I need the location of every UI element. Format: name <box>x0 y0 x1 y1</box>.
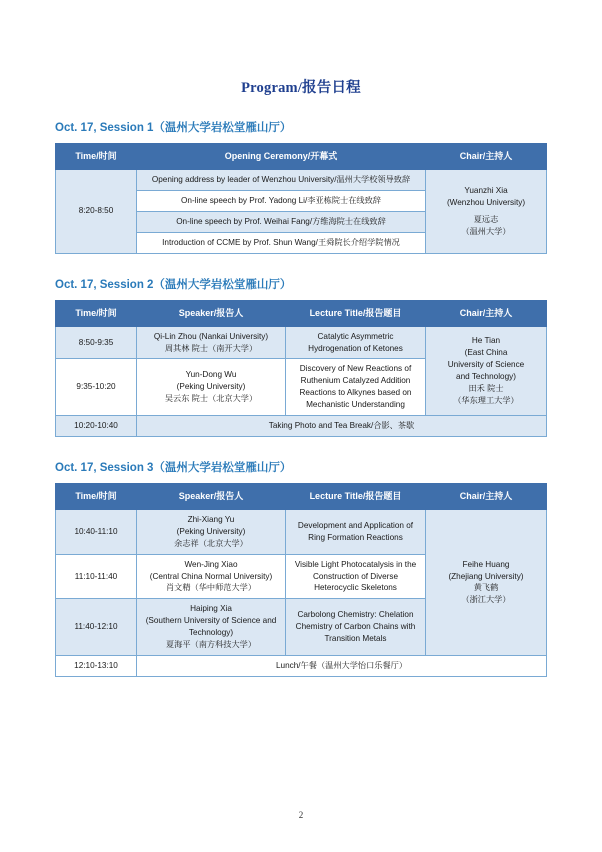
chair-affil-cn: （温州大学） <box>461 226 511 236</box>
speaker-line: 夏海平（南方科技大学） <box>165 639 257 649</box>
table-row <box>56 416 547 437</box>
table-row <box>56 655 547 676</box>
session-3-row-2-lecture: Visible Light Photocatalysis in the Construction of Diverse Heterocyclic Skeletons <box>286 554 426 599</box>
chair-name-cn: 夏远志 <box>473 214 499 224</box>
session-2-row-2-time: 9:35-10:20 <box>56 359 137 416</box>
column-header-time: Time/时间 <box>56 300 137 326</box>
table-header-row <box>56 483 547 509</box>
column-header-lecture: Lecture Title/报告题目 <box>286 483 426 509</box>
column-header-ceremony: Opening Ceremony/开幕式 <box>137 144 426 170</box>
session-2-row-2-lecture: Discovery of New Reactions of Ruthenium Catalyzed Addition Reactions to Alkynes based on Mechanistic Understanding <box>286 359 426 416</box>
session-2-row-1-time: 8:50-9:35 <box>56 326 137 359</box>
session-1-table <box>55 143 547 254</box>
chair-affil-en: (Wenzhou University) <box>446 197 526 207</box>
column-header-speaker: Speaker/报告人 <box>137 300 286 326</box>
table-row <box>56 326 547 359</box>
session-2-row-1-lecture: Catalytic Asymmetric Hydrogenation of Ketones <box>286 326 426 359</box>
speaker-line: Qi-Lin Zhou (Nankai University) <box>153 331 269 341</box>
speaker-line: (Peking University) <box>176 382 246 392</box>
chair-line: He Tian <box>471 336 501 346</box>
session-2-row-1-speaker <box>137 326 286 359</box>
table-row <box>56 509 547 554</box>
speaker-line: 周其林 院士（南开大学） <box>164 343 258 353</box>
speaker-line: (Central China Normal University) <box>149 571 273 581</box>
session-3-row-2-speaker <box>137 554 286 599</box>
table-header-row <box>56 144 547 170</box>
chair-line: (East China <box>464 348 508 358</box>
session-2-break-label: Taking Photo and Tea Break/合影、茶歇 <box>137 416 547 437</box>
session-3-row-3-time: 11:40-12:10 <box>56 599 137 656</box>
table-header-row <box>56 300 547 326</box>
session-2-table <box>55 300 547 437</box>
column-header-lecture: Lecture Title/报告题目 <box>286 300 426 326</box>
speaker-line: 肖文精（华中师范大学） <box>165 583 257 593</box>
session-3-row-1-lecture: Development and Application of Ring Formation Reactions <box>286 509 426 554</box>
session-3-table <box>55 483 547 677</box>
session-3-heading: Oct. 17, Session 3（温州大学岩松堂雁山厅） <box>55 461 292 474</box>
session-3-row-2-time: 11:10-11:40 <box>56 554 137 599</box>
session-2-chair <box>426 326 547 415</box>
table-row <box>56 170 547 191</box>
speaker-line: Haiping Xia <box>190 604 232 614</box>
speaker-line: 余志祥（北京大学） <box>174 538 248 548</box>
chair-line: 田禾 院士 <box>468 383 504 393</box>
session-1-event-4: Introduction of CCME by Prof. Shun Wang/王舜院长介绍学院情况 <box>137 232 426 253</box>
chair-line: University of Science <box>447 359 525 369</box>
session-3-row-1-speaker <box>137 509 286 554</box>
session-2-heading: Oct. 17, Session 2（温州大学岩松堂雁山厅） <box>55 278 292 291</box>
chair-line: 黄飞鹤 <box>473 583 499 593</box>
session-3-row-3-lecture: Carbolong Chemistry: Chelation Chemistry of Carbon Chains with Transition Metals <box>286 599 426 656</box>
speaker-line: (Southern University of Science and Technology) <box>145 616 277 638</box>
chair-line: (Zhejiang University) <box>448 571 524 581</box>
session-2-break-time: 10:20-10:40 <box>56 416 137 437</box>
chair-line: Feihe Huang <box>462 559 510 569</box>
session-3-chair <box>426 509 547 655</box>
session-3-lunch-time: 12:10-13:10 <box>56 655 137 676</box>
speaker-line: Yun-Dong Wu <box>185 370 237 380</box>
session-1-time: 8:20-8:50 <box>56 170 137 254</box>
column-header-speaker: Speaker/报告人 <box>137 483 286 509</box>
column-header-chair: Chair/主持人 <box>426 483 547 509</box>
session-1-chair <box>426 170 547 254</box>
session-3-row-3-speaker <box>137 599 286 656</box>
session-1-event-1: Opening address by leader of Wenzhou University/温州大学校领导致辞 <box>137 170 426 191</box>
column-header-chair: Chair/主持人 <box>426 144 547 170</box>
speaker-line: 吴云东 院士（北京大学） <box>164 394 258 404</box>
page-number: 2 <box>298 810 304 820</box>
column-header-time: Time/时间 <box>56 144 137 170</box>
chair-name-en: Yuanzhi Xia <box>464 186 508 196</box>
column-header-time: Time/时间 <box>56 483 137 509</box>
session-1-heading: Oct. 17, Session 1（温州大学岩松堂雁山厅） <box>55 122 292 134</box>
session-1-event-3: On-line speech by Prof. Weihai Fang/方维海院士在线致辞 <box>137 211 426 232</box>
speaker-line: (Peking University) <box>176 526 246 536</box>
chair-line: and Technology) <box>456 371 516 381</box>
speaker-line: Wen-Jing Xiao <box>184 559 238 569</box>
chair-line: （华东理工大学） <box>453 395 519 405</box>
page-title: Program/报告日程 <box>241 80 361 96</box>
column-header-chair: Chair/主持人 <box>426 300 547 326</box>
speaker-line: Zhi-Xiang Yu <box>187 514 235 524</box>
session-1-event-2: On-line speech by Prof. Yadong Li/李亚栋院士在线致辞 <box>137 190 426 211</box>
session-3-row-1-time: 10:40-11:10 <box>56 509 137 554</box>
session-2-row-2-speaker <box>137 359 286 416</box>
session-3-lunch-label: Lunch/午餐（温州大学怡口乐餐厅） <box>137 655 547 676</box>
chair-line: （浙江大学） <box>461 595 511 605</box>
